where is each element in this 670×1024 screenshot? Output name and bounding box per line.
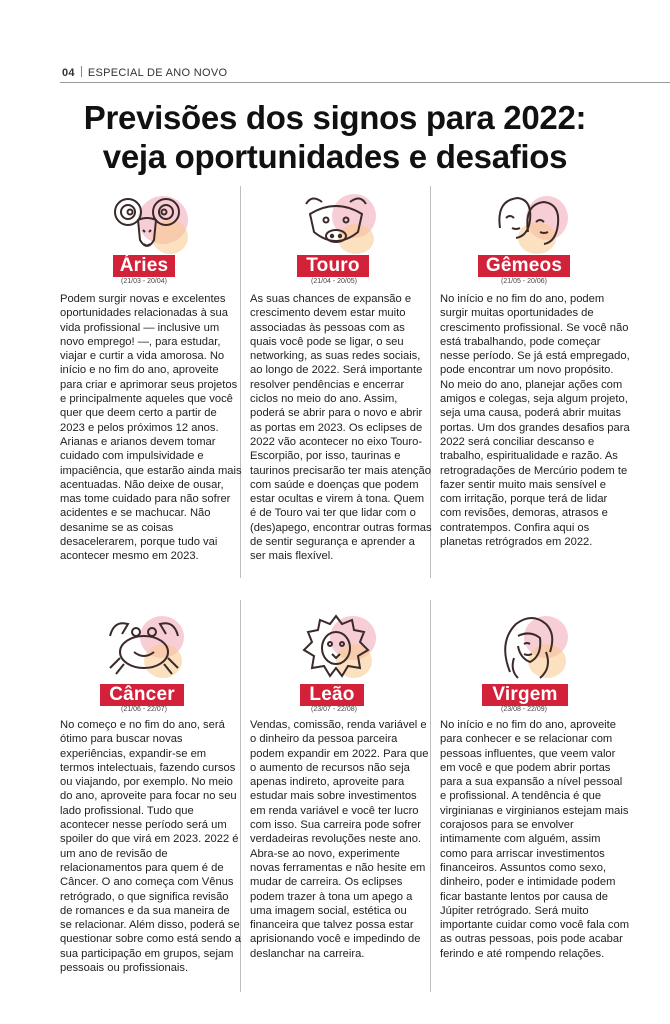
twins-icon	[488, 188, 568, 258]
running-header	[62, 66, 227, 79]
header-rule	[60, 82, 670, 83]
aries-forecast: Podem surgir novas e excelentes oportunidades relacionadas à sua vida profissional — inclusive um novo emprego! —, para estudar, viajar e curtir a vida amorosa. No início e no fim do ano, aproveite para criar e aprimorar seus projetos e principalmente aqueles que você quer que deem certo a partir de 2023 e pelos próximos 12 anos. Arianas e arianos devem tomar cuidado com impulsividade e impaciência, que estarão ainda mais acentuadas. Não deixe de ousar, mas tome cuidado para não sofrer acidentes e se machucar. Não desanime se as coisas desacelerarem, porque tudo vai acontecer mesmo em 2023.	[60, 293, 242, 563]
page-title	[0, 98, 670, 176]
ram-icon	[108, 190, 188, 260]
virgo-illustration	[490, 612, 570, 682]
gemini-forecast: No início e no fim do ano, podem surgir muitas oportunidades de crescimento profissional. Se você não está trabalhando, pode começar nesse período. Se já está empregado, pode encontrar um novo propósito. No meio do ano, planejar ações com amigos e colegas, seja algum projeto, seja uma causa, poderá abrir muitas portas. Um dos grandes desafios para 2022 será conciliar descanso e trabalho, espiritualidade e razão. As retrogradações de Mercúrio podem te fazer sentir muito mais sensível e com irritação, porque terá de lidar com revisões, demoras, atrasos e contratempos. Confira aqui os planetas retrógrados em 2022.	[440, 293, 630, 549]
leo-forecast: Vendas, comissão, renda variável e o dinheiro da pessoa parceira podem expandir em 2022. Para que o aumento de recursos não seja apenas indireto, aproveite para estudar mais sobre investimentos em renda variável e você ter lucro com isso. Sua carreira pode sofrer verdadeiras revoluções neste ano. Abra-se ao novo, experimente novas ferramentas e não hesite em mudar de carreira. Os eclipses podem trazer à tona um apego a uma imagem social, estética ou financeira que talvez possa estar aprisionando você e impedindo de deslanchar na carreira.	[250, 719, 429, 960]
gemini-name-badge: Gêmeos	[478, 255, 570, 277]
section-name: ESPECIAL DE ANO NOVO	[87, 67, 228, 79]
cancer-dates: (21/06 - 22/07)	[121, 706, 167, 713]
cancer-illustration	[104, 612, 184, 682]
header-divider	[81, 66, 82, 77]
leo-name-badge: Leão	[300, 684, 364, 706]
crab-icon	[104, 612, 184, 682]
lion-icon	[296, 612, 376, 682]
gemini-illustration	[488, 188, 568, 258]
title-line-1: Previsões dos signos para 2022:	[83, 99, 587, 136]
virgo-forecast: No início e no fim do ano, aproveite para conhecer e se relacionar com pessoas influentes, que veem valor em você e que podem abrir portas para a sua expansão a nível pessoal e profissional. A tendência é que virginianas e virginianos estejam mais corajosos para se envolver intimamente com alguém, assim como para arriscar investimentos financeiros. Assuntos como sexo, dinheiro, poder e intimidade podem ficar bastante lentos por causa de Júpiter retrógrado. Será muito importante cuidar como você fala com as outras pessoas, pois pode acabar ferindo e até rompendo relações.	[440, 719, 630, 960]
cancer-name-badge: Câncer	[100, 684, 184, 706]
page-number: 04	[62, 67, 75, 79]
taurus-forecast: As suas chances de expansão e crescimento devem estar muito associadas às pessoas com as quais você pode se ligar, o seu networking, as suas redes sociais, ao longo de 2022. Será importante resolver pendências e encerrar ciclos no meio do ano. Assim, poderá se abrir para o novo e abrir as portas em 2023. Os eclipses de 2022 vão acontecer no eixo Touro-Escorpião, por isso, taurinas e taurinos precisarão ter mais atenção com saúde e doenças que podem estar ocultas e virem à tona. Quem é de Touro vai ter que lidar com o (des)apego, encontrar outras formas de sentir segurança e aprender a ser mais flexível.	[250, 293, 432, 563]
bull-icon	[296, 190, 376, 260]
aries-dates: (21/03 - 20/04)	[121, 278, 167, 285]
maiden-icon	[490, 612, 570, 682]
cancer-forecast: No começo e no fim do ano, será ótimo para buscar novas experiências, expandir-se em termos intelectuais, fazendo cursos ou viajando, por exemplo. No meio do ano, aproveite para focar no seu lado profissional. Tudo que acontecer nesse período será um spoiler do que virá em 2023. 2022 é um ano de revisão de relacionamentos para quem é de Câncer. O ano começa com Vênus retrógrado, o que significa revisão de romances e da sua maneira de se relacionar. Além disso, poderá se questionar sobre como está sendo a sua participação em grupos, sejam pessoais ou profissionais.	[60, 719, 241, 975]
taurus-illustration	[296, 190, 376, 260]
title-line-2: veja oportunidades e desafios	[102, 138, 568, 175]
gemini-dates: (21/05 - 20/06)	[501, 278, 547, 285]
taurus-dates: (21/04 - 20/05)	[311, 278, 357, 285]
leo-dates: (23/07 - 22/08)	[311, 706, 357, 713]
virgo-dates: (23/08 - 22/09)	[501, 706, 547, 713]
aries-name-badge: Áries	[113, 255, 175, 277]
virgo-name-badge: Virgem	[482, 684, 568, 706]
taurus-name-badge: Touro	[297, 255, 369, 277]
aries-illustration	[108, 190, 188, 260]
leo-illustration	[296, 612, 376, 682]
